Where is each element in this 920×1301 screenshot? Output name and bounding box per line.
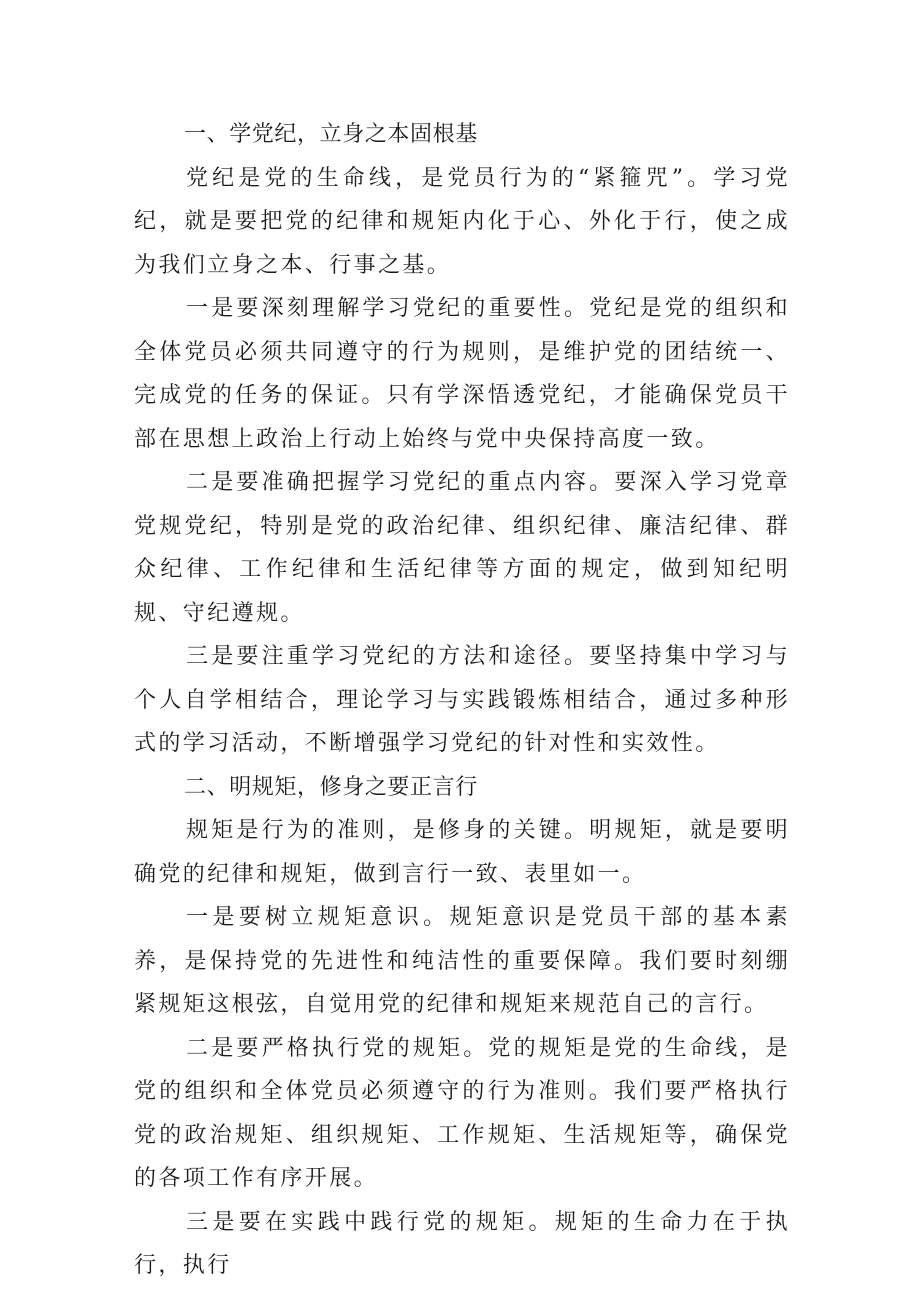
section-heading: 二、明规矩，修身之要正言行	[184, 774, 478, 800]
section-heading: 一、学党纪，立身之本固根基	[184, 122, 478, 147]
paragraph: 三是要在实践中践行党的规矩。规矩的生命力在于执行，执行	[134, 1209, 790, 1278]
paragraph: 规矩是行为的准则，是修身的关键。明规矩，就是要明确党的纪律和规矩，做到言行一致、表里如一。	[134, 818, 790, 887]
paragraph: 三是要注重学习党纪的方法和途径。要坚持集中学习与个人自学相结合，理论学习与实践锻炼相结合，通过多种形式的学习活动，不断增强学习党纪的针对性和实效性。	[134, 644, 790, 756]
paragraph: 一是要树立规矩意识。规矩意识是党员干部的基本素养，是保持党的先进性和纯洁性的重要保障。我们要时刻绷紧规矩这根弦，自觉用党的纪律和规矩来规范自己的言行。	[134, 905, 790, 1017]
paragraph: 一是要深刻理解学习党纪的重要性。党纪是党的组织和全体党员必须共同遵守的行为规则，是维护党的团结统一、完成党的任务的保证。只有学深悟透党纪，才能确保党员干部在思想上政治上行动上始终与党中央保持高度一致。	[134, 296, 790, 452]
paragraph: 二是要严格执行党的规矩。党的规矩是党的生命线，是党的组织和全体党员必须遵守的行为准则。我们要严格执行党的政治规矩、组织规矩、工作规矩、生活规矩等，确保党的各项工作有序开展。	[134, 1035, 790, 1191]
section-1	[134, 113, 790, 766]
paragraph: 党纪是党的生命线，是党员行为的“紧箍咒”。学习党纪，就是要把党的纪律和规矩内化于心、外化于行，使之成为我们立身之本、行事之基。	[134, 165, 790, 278]
paragraph: 二是要准确把握学习党纪的重点内容。要深入学习党章党规党纪，特别是党的政治纪律、组织纪律、廉洁纪律、群众纪律、工作纪律和生活纪律等方面的规定，做到知纪明规、守纪遵规。	[134, 470, 790, 626]
section-2	[134, 766, 790, 1288]
